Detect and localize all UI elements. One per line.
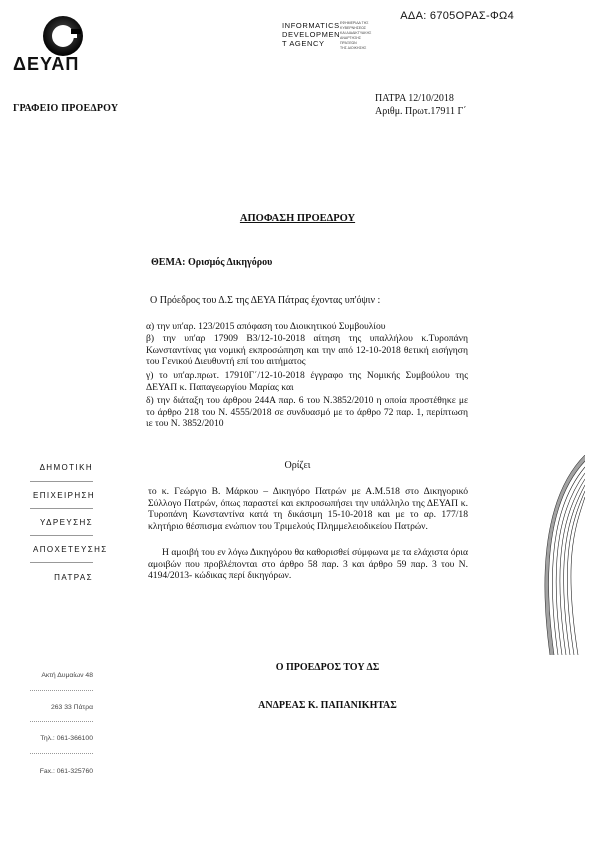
recital-b: β) την υπ'αρ 17909 Β3/12-10-2018 αίτηση της υπαλλήλου κ.Τυροπάνη Κωνσταντίνας για νομική εκπροσώπηση και την από 12-10-2018 θετική εισήγηση του Γενικού Διευθυντή επί του αιτήματος [146, 333, 468, 368]
sidebar-divider [30, 562, 93, 563]
decorative-swoosh-icon [435, 455, 585, 655]
ida-title-line: INFORMATICS [282, 21, 340, 30]
decision-title [0, 208, 595, 226]
contact-divider [30, 753, 93, 754]
orizei-heading: Ορίζει [284, 460, 311, 471]
ada-code: ΑΔΑ: 6705ΟΡΑΣ-ΦΩ4 [400, 10, 514, 22]
sidebar-word: ΥΔΡΕΥΣΗΣ [40, 518, 93, 527]
contact-fax: Fax.: 061-325760 [39, 768, 93, 775]
contact-divider [30, 721, 93, 722]
contact-postcode: 263 33 Πάτρα [51, 704, 93, 711]
ida-fine-line: ΑΝΑΡΤΗΣΗΣ [340, 36, 362, 40]
ida-fine-line: ΚΥΒΕΡΝΗΣΕΩΣ [340, 26, 367, 30]
ida-fine-line: ΤΗΣ ΔΙΟΙΚΗΣΗΣ [340, 46, 367, 50]
office-label: ΓΡΑΦΕΙΟ ΠΡΟΕΔΡΟΥ [13, 103, 119, 114]
sidebar-word: ΠΑΤΡΑΣ [54, 573, 93, 582]
recital-c: γ) το υπ'αρ.πρωτ. 17910Γ΄/12-10-2018 έγγραφο της Νομικής Συμβούλου της ΔΕΥΑΠ κ. Παπαγεωργίου Μαρίας και [146, 370, 468, 393]
signer-title: Ο ΠΡΟΕΔΡΟΣ ΤΟΥ ΔΣ [275, 662, 380, 673]
subject-line: ΘΕΜΑ: Ορισμός Δικηγόρου [151, 257, 273, 268]
recital-d: δ) την διάταξη του άρθρου 244Α παρ. 6 του Ν.3852/2010 η οποία προστέθηκε με το άρθρο 218 του Ν. 4555/2018 σε συνδυασμό με το άρθρο 72 παρ. 1, περίπτωση ιε του Ν. 3852/2010 [146, 395, 468, 430]
ida-title-line: T AGENCY [282, 39, 325, 48]
ida-block [282, 21, 432, 48]
ida-fine-line: ΚΑΙ ΔΙΑΔΙΚΤΥΑΚΗΣ [340, 31, 372, 35]
place-date: ΠΑΤΡΑ 12/10/2018 [375, 93, 454, 104]
recital-a: α) την υπ'αρ. 123/2015 απόφαση του Διοικητικού Συμβουλίου [146, 321, 386, 332]
intro-line: Ο Πρόεδρος του Δ.Σ της ΔΕΥΑ Πάτρας έχοντας υπ'όψιν : [150, 295, 381, 306]
sidebar-word: ΑΠΟΧΕΤΕΥΣΗΣ [33, 545, 108, 554]
sidebar-word: ΔΗΜΟΤΙΚΗ [39, 463, 93, 472]
logo-text: ΔΕΥΑΠ [13, 54, 80, 74]
sidebar-divider [30, 535, 93, 536]
ida-title-line: DEVELOPMEN [282, 30, 341, 39]
signer-name: ΑΝΔΡΕΑΣ Κ. ΠΑΠΑΝΙΚΗΤΑΣ [258, 700, 397, 711]
sidebar-divider [30, 481, 93, 482]
protocol-number: Αριθμ. Πρωτ.17911 Γ΄ [375, 106, 467, 117]
fee-paragraph: Η αμοιβή του εν λόγω Δικηγόρου θα καθορισθεί σύμφωνα με τα ελάχιστα όρια αμοιβών που προβλέπονται στο άρθρο 58 παρ. 3 και άρθρο 59 παρ. 3 του Ν. 4194/2013- κώδικας περί δικηγόρων. [148, 547, 468, 582]
ida-fine-line: ΕΦΗΜΕΡΙΔΑ ΤΗΣ [340, 21, 369, 25]
sidebar-word: ΕΠΙΧΕΙΡΗΣΗ [33, 491, 96, 500]
ida-fine-line: ΠΡΑΞΕΩΝ [340, 41, 357, 45]
decision-title-text: ΑΠΟΦΑΣΗ ΠΡΟΕΔΡΟΥ [239, 213, 356, 224]
contact-divider [30, 690, 93, 691]
sidebar-divider [30, 508, 93, 509]
appointment-paragraph: το κ. Γεώργιο Β. Μάρκου – Δικηγόρο Πατρών με Α.Μ.518 στο Δικηγορικό Σύλλογο Πατρών, όπως παραστεί και εκπροσωπήσει την υπάλληλο της ΔΕΥΑΠ κ. Τυροπάνη Κωνσταντίνα κατά τη δικάσιμη 15-10-2018 και με το αρ. 177/18 κλητήριο θέσπισμα ενώπιον του Τριμελούς Πλημμελειοδικείου Πατρών. [148, 486, 468, 532]
contact-address: Ακτή Δυμαίων 48 [41, 672, 93, 679]
contact-phone: Τηλ.: 061-366100 [40, 735, 93, 742]
